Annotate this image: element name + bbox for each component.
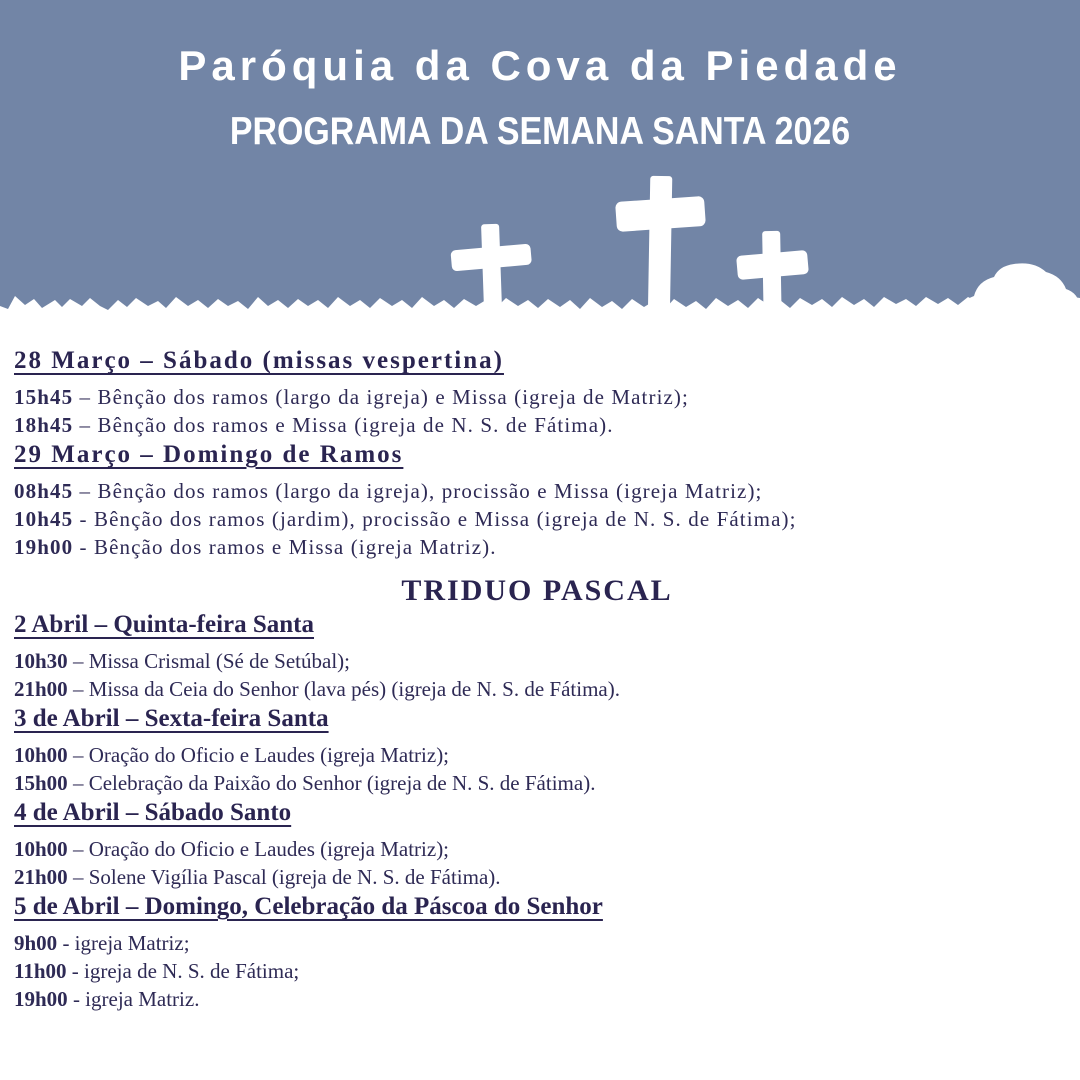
- schedule-line: [14, 957, 1060, 985]
- section-heading: 4 de Abril – Sábado Santo: [14, 799, 292, 826]
- parish-title: Paróquia da Cova da Piedade: [178, 42, 902, 89]
- event-text: – Solene Vigília Pascal (igreja de N. S. de Fátima).: [72, 865, 501, 889]
- time-label: 08h45: [14, 479, 74, 503]
- section-heading: 29 Março – Domingo de Ramos: [14, 441, 404, 468]
- event-text: – Missa da Ceia do Senhor (lava pés) (igreja de N. S. de Fátima).: [72, 677, 620, 701]
- schedule-line: [14, 769, 1060, 797]
- time-label: 21h00: [14, 865, 68, 889]
- time-label: 9h00: [14, 931, 58, 955]
- event-text: – Oração do Oficio e Laudes (igreja Matriz);: [72, 837, 450, 861]
- schedule-line: [14, 929, 1060, 957]
- section-heading: 3 de Abril – Sexta-feira Santa: [14, 705, 329, 732]
- schedule-line: [14, 741, 1060, 769]
- schedule-line: [14, 985, 1060, 1013]
- event-text: - igreja Matriz.: [72, 987, 200, 1011]
- event-text: – Celebração da Paixão do Senhor (igreja de N. S. de Fátima).: [72, 771, 596, 795]
- schedule-line: [14, 477, 1060, 505]
- time-label: 10h00: [14, 837, 68, 861]
- event-text: - Bênção dos ramos (jardim), procissão e Missa (igreja de N. S. de Fátima);: [79, 507, 797, 531]
- schedule-line: [14, 863, 1060, 891]
- time-label: 10h00: [14, 743, 68, 767]
- time-label: 19h00: [14, 987, 68, 1011]
- time-label: 10h30: [14, 649, 68, 673]
- section-4-abril: [14, 797, 1060, 891]
- schedule-line: [14, 383, 1060, 411]
- section-heading: 5 de Abril – Domingo, Celebração da Páscoa do Senhor: [14, 893, 603, 920]
- event-text: - igreja de N. S. de Fátima;: [71, 959, 300, 983]
- time-label: 15h45: [14, 385, 74, 409]
- time-label: 11h00: [14, 959, 67, 983]
- schedule-line: [14, 647, 1060, 675]
- hero-banner: [0, 0, 1080, 345]
- section-heading: 2 Abril – Quinta-feira Santa: [14, 611, 315, 638]
- section-5-abril: [14, 891, 1060, 1013]
- event-text: – Bênção dos ramos (largo da igreja) e Missa (igreja de Matriz);: [79, 385, 689, 409]
- schedule-line: [14, 675, 1060, 703]
- time-label: 10h45: [14, 507, 74, 531]
- event-text: - Bênção dos ramos e Missa (igreja Matriz).: [79, 535, 497, 559]
- triduo-pascal-title: TRIDUO PASCAL: [401, 574, 673, 607]
- schedule-content: [0, 345, 1080, 1013]
- event-text: – Bênção dos ramos (largo da igreja), procissão e Missa (igreja Matriz);: [79, 479, 763, 503]
- section-heading: 28 Março – Sábado (missas vespertina): [14, 347, 504, 374]
- schedule-line: [14, 411, 1060, 439]
- section-3-abril: [14, 703, 1060, 797]
- time-label: 19h00: [14, 535, 74, 559]
- schedule-line: [14, 835, 1060, 863]
- time-label: 21h00: [14, 677, 68, 701]
- time-label: 15h00: [14, 771, 68, 795]
- section-2-abril: [14, 609, 1060, 703]
- program-subtitle: PROGRAMA DA SEMANA SANTA 2026: [229, 110, 851, 153]
- section-28-marco: [14, 345, 1060, 439]
- event-text: – Oração do Oficio e Laudes (igreja Matriz);: [72, 743, 450, 767]
- schedule-line: [14, 505, 1060, 533]
- event-text: – Bênção dos ramos e Missa (igreja de N. S. de Fátima).: [79, 413, 614, 437]
- time-label: 18h45: [14, 413, 74, 437]
- event-text: - igreja Matriz;: [62, 931, 190, 955]
- schedule-line: [14, 533, 1060, 561]
- section-29-marco: [14, 439, 1060, 561]
- event-text: – Missa Crismal (Sé de Setúbal);: [72, 649, 350, 673]
